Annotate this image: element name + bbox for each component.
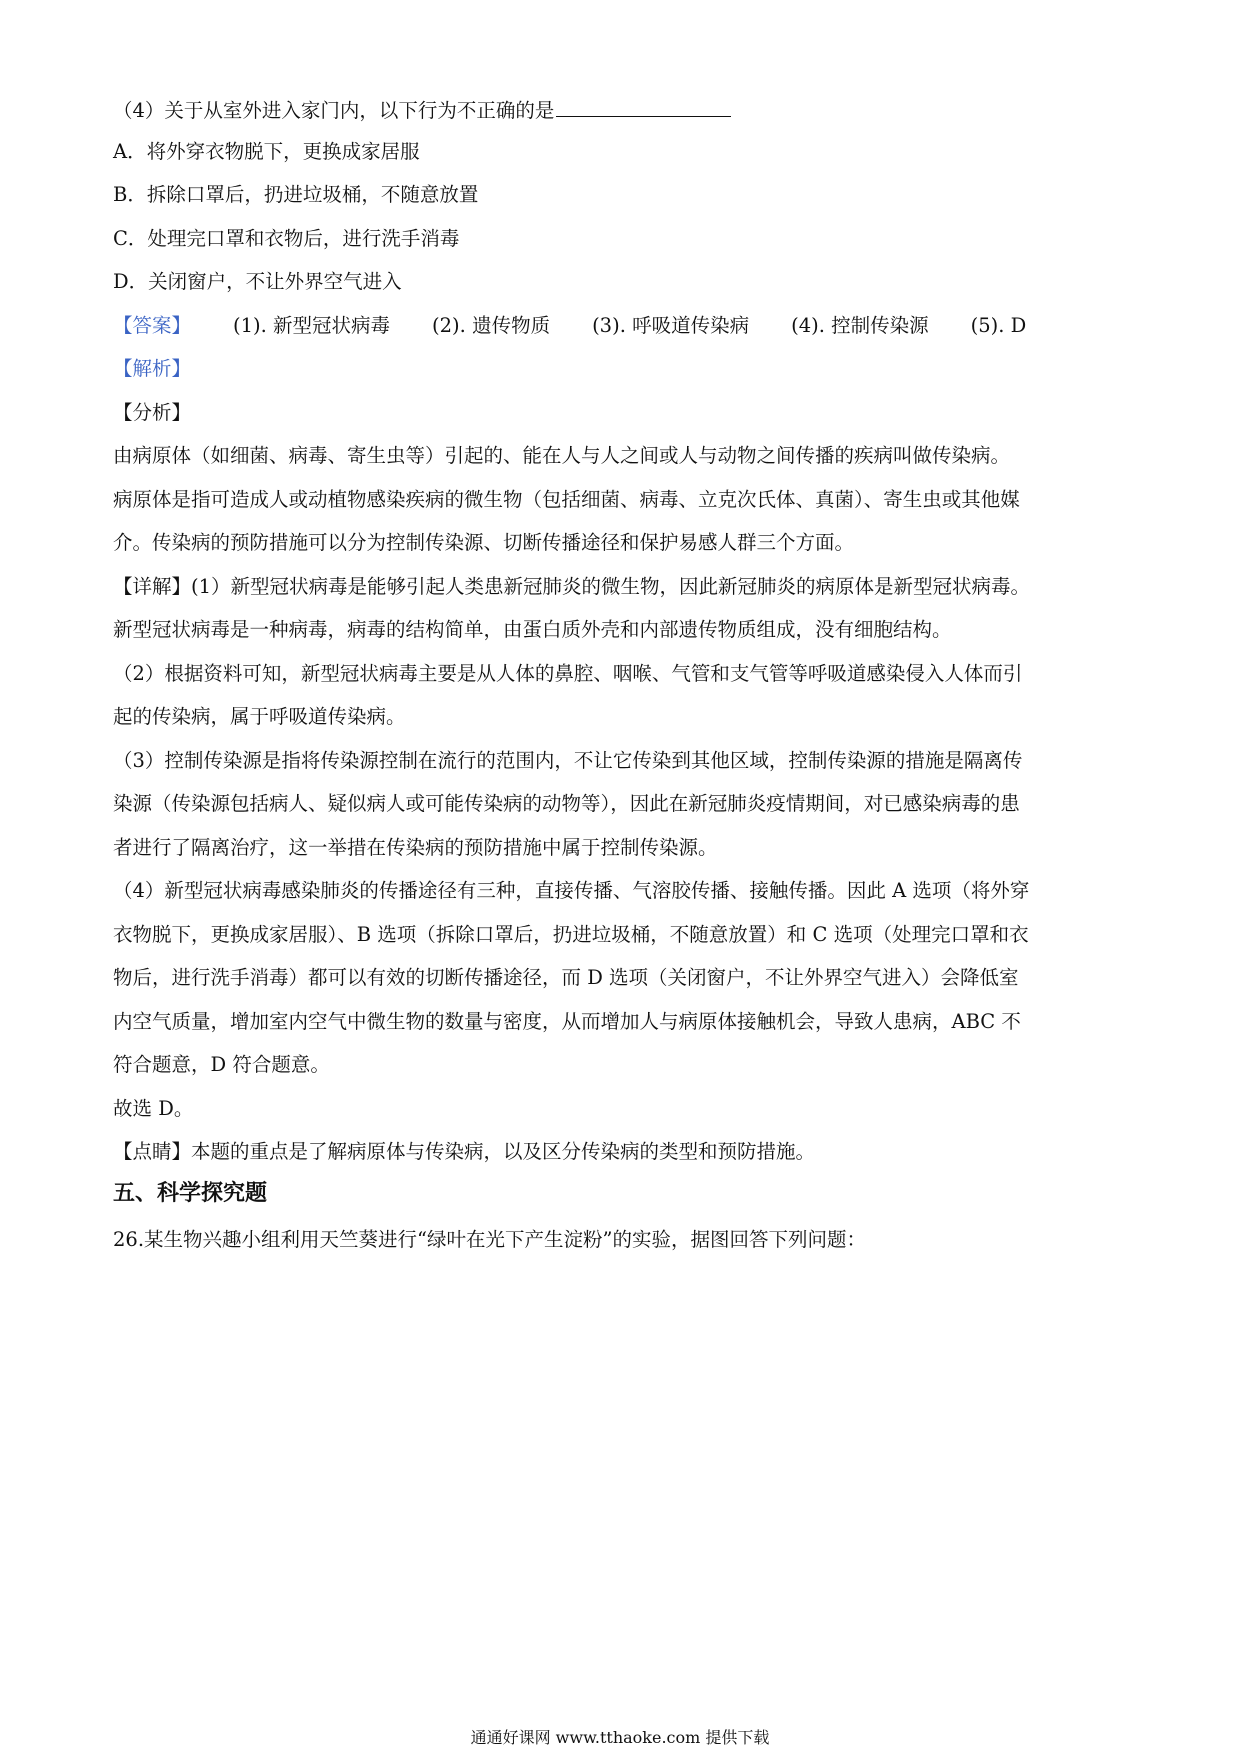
detail-text: 者进行了隔离治疗，这一举措在传染病的预防措施中属于控制传染源。 bbox=[113, 836, 718, 859]
analysis-text: 病原体是指可造成人或动植物感染疾病的微生物（包括细菌、病毒、立克次氏体、真菌）、寄生虫或其他媒 bbox=[113, 488, 1020, 511]
section-heading: 五、科学探究题 bbox=[113, 1181, 268, 1206]
detail-text: （3）控制传染源是指将传染源控制在流行的范围内，不让它传染到其他区域，控制传染源的措施是隔离传 bbox=[113, 749, 1023, 772]
option-a: A．将外穿衣物脱下，更换成家居服 bbox=[113, 140, 420, 163]
answer-item: (3). 呼吸道传染病 bbox=[592, 314, 750, 337]
answer-blank bbox=[556, 98, 731, 117]
analysis-sub-label: 【分析】 bbox=[113, 401, 192, 424]
answer-label: 【答案】 bbox=[113, 314, 192, 337]
detail-text: （2）根据资料可知，新型冠状病毒主要是从人体的鼻腔、咽喉、气管和支气管等呼吸道感染侵入人体而引 bbox=[113, 662, 1023, 685]
answer-item: (4). 控制传染源 bbox=[791, 314, 929, 337]
detail-text: 起的传染病，属于呼吸道传染病。 bbox=[113, 705, 406, 728]
question-stem: （4）关于从室外进入家门内，以下行为不正确的是 bbox=[113, 98, 731, 123]
detail-text: 染源（传染源包括病人、疑似病人或可能传染病的动物等），因此在新冠肺炎疫情期间，对已感染病毒的患 bbox=[113, 792, 1020, 815]
detail-text: 衣物脱下，更换成家居服）、B 选项（拆除口罩后，扔进垃圾桶，不随意放置）和 C 选项（处理完口罩和衣 bbox=[113, 923, 1029, 946]
analysis-text: 由病原体（如细菌、病毒、寄生虫等）引起的、能在人与人之间或人与动物之间传播的疾病叫做传染病。 bbox=[113, 444, 1011, 467]
analysis-text: 介。传染病的预防措施可以分为控制传染源、切断传播途径和保护易感人群三个方面。 bbox=[113, 531, 855, 554]
answer-item: (5). D bbox=[970, 314, 1027, 337]
detail-text: 新型冠状病毒是一种病毒，病毒的结构简单，由蛋白质外壳和内部遗传物质组成，没有细胞结构。 bbox=[113, 618, 952, 641]
page-footer: 通通好课网 www.tthaoke.com 提供下载 bbox=[470, 1728, 770, 1747]
answer-line bbox=[113, 314, 1026, 338]
detail-text: 内空气质量，增加室内空气中微生物的数量与密度，从而增加人与病原体接触机会，导致人患病，ABC 不 bbox=[113, 1010, 1021, 1033]
analysis-label: 【解析】 bbox=[113, 357, 192, 380]
detail-text: 物后，进行洗手消毒）都可以有效的切断传播途径，而 D 选项（关闭窗户，不让外界空气进入）会降低室 bbox=[113, 966, 1019, 989]
detail-text: 符合题意，D 符合题意。 bbox=[113, 1053, 330, 1076]
answer-item: (2). 遗传物质 bbox=[432, 314, 551, 337]
conclusion-text: 故选 D。 bbox=[113, 1097, 194, 1120]
option-d: D．关闭窗户，不让外界空气进入 bbox=[113, 270, 402, 293]
option-b: B．拆除口罩后，扔进垃圾桶，不随意放置 bbox=[113, 183, 479, 206]
answer-item: (1). 新型冠状病毒 bbox=[233, 314, 391, 337]
option-c: C．处理完口罩和衣物后，进行洗手消毒 bbox=[113, 227, 460, 250]
key-point-text: 【点睛】本题的重点是了解病原体与传染病，以及区分传染病的类型和预防措施。 bbox=[113, 1140, 816, 1163]
question-26: 26.某生物兴趣小组利用天竺葵进行“绿叶在光下产生淀粉”的实验，据图回答下列问题： bbox=[113, 1228, 866, 1251]
detail-text: 【详解】(1）新型冠状病毒是能够引起人类患新冠肺炎的微生物，因此新冠肺炎的病原体是新型冠状病毒。 bbox=[113, 575, 1031, 598]
detail-text: （4）新型冠状病毒感染肺炎的传播途径有三种，直接传播、气溶胶传播、接触传播。因此 A 选项（将外穿 bbox=[113, 879, 1030, 902]
